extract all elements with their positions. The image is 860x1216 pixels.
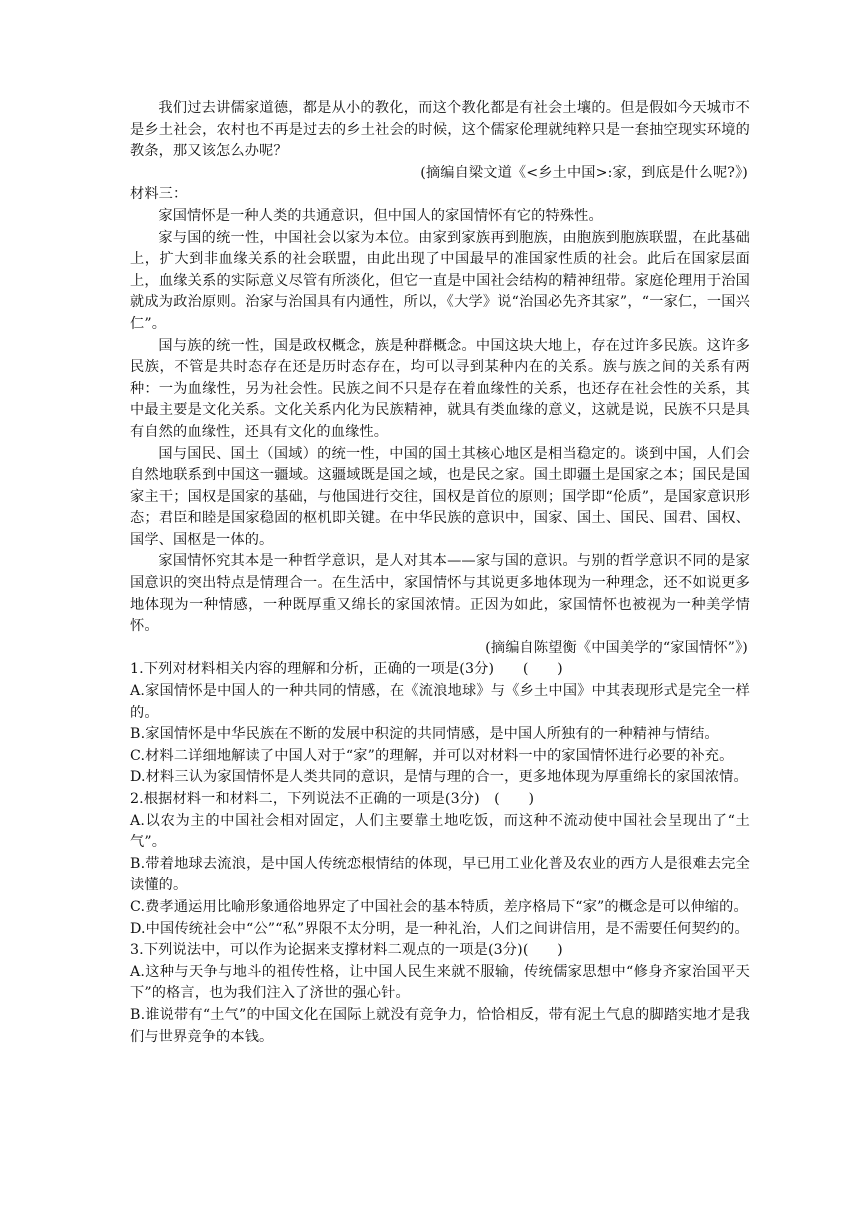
option-d: D.中国传统社会中“公”“私”界限不太分明，是一种礼治，人们之间讲信用，是不需要任何契约的。 <box>130 920 749 937</box>
material3-paragraph-3: 国与族的统一性，国是政权概念，族是种群概念。中国这块大地上，存在过许多民族。这许多民族，不管是共时态存在还是历时态存在，均可以寻到某种内在的关系。族与族之间的关系有两种：一为血缘性，另为社会性。民族之间不只是存在着血缘性的关系，也还存在社会性的关系，其中最主要是文化关系。文化关系内化为民族精神，就具有类血缘的意义，这就是说，民族不只是具有自然的血缘性，还具有文化的血缘性。 <box>130 337 750 440</box>
option-b: B.家国情怀是中华民族在不断的发展中积淀的共同情感，是中国人所独有的一种精神与情结。 <box>130 726 719 743</box>
option-a: A.以农为主的中国社会相对固定，人们主要靠土地吃饭，而这种不流动使中国社会呈现出了“土气”。 <box>130 812 750 851</box>
citation-material2: (摘编自梁文道《<乡土中国>:家，到底是什么呢?》) <box>420 164 748 181</box>
option-a: A.这种与天争与地斗的祖传性格，让中国人民生来就不服输，传统儒家思想中“修身齐家治国平天下”的格言，也为我们注入了济世的强心针。 <box>130 963 750 1002</box>
material3-paragraph-1: 家国情怀是一种人类的共通意识，但中国人的家国情怀有它的特殊性。 <box>158 207 603 224</box>
material2-tail-paragraph: 我们过去讲儒家道德，都是从小的教化，而这个教化都是有社会土壤的。但是假如今天城市不是乡土社会，农村也不再是过去的乡土社会的时候，这个儒家伦理就纯粹只是一套抽空现实环境的教条，那又该怎么办呢？ <box>130 100 750 160</box>
material3-paragraph-2: 家与国的统一性，中国社会以家为本位。由家到家族再到胞族，由胞族到胞族联盟，在此基础上，扩大到非血缘关系的社会联盟，由此出现了中国最早的准国家性质的社会。此后在国家层面上，血缘关系的实际意义尽管有所淡化，但它一直是中国社会结构的精神纽带。家庭伦理用于治国就成为政治原则。治家与治国具有内通性，所以，《大学》说“治国必先齐其家”，“一家仁，一国兴仁”。 <box>130 229 750 332</box>
option-c: C.材料二详细地解读了中国人对于“家”的理解，并可以对材料一中的家国情怀进行必要的补充。 <box>130 747 734 764</box>
option-b: B.谁说带有“土气”的中国文化在国际上就没有竞争力，恰恰相反，带有泥土气息的脚踏实地才是我们与世界竞争的本钱。 <box>130 1006 750 1045</box>
question-stem: 1.下列对材料相关内容的理解和分析，正确的一项是(3分) ( ) <box>130 661 563 678</box>
citation-material3: (摘编自陈望衡《中国美学的“家国情怀”》) <box>485 639 748 656</box>
question-stem: 3.下列说法中，可以作为论据来支撑材料二观点的一项是(3分)( ) <box>130 942 563 959</box>
question-1 <box>130 659 750 789</box>
material3-label: 材料三： <box>130 186 188 203</box>
question-stem: 2.根据材料一和材料二，下列说法不正确的一项是(3分) ( ) <box>130 791 535 807</box>
option-b: B.带着地球去流浪，是中国人传统恋根情结的体现，早已用工业化普及农业的西方人是很难去完全读懂的。 <box>130 855 750 894</box>
option-c: C.费孝通运用比喻形象通俗地界定了中国社会的基本特质，差序格局下“家”的概念是可以伸缩的。 <box>130 898 748 915</box>
material3-paragraph-4: 国与国民、国土（国域）的统一性，中国的国土其核心地区是相当稳定的。谈到中国，人们会自然地联系到中国这一疆域。这疆域既是国之域，也是民之家。国土即疆土是国家之本；国民是国家主干；国权是国家的基础，与他国进行交往，国权是首位的原则；国学即“伦质”，是国家意识形态；君臣和睦是国家稳固的枢机即关键。在中华民族的意识中，国家、国土、国民、国君、国权、国学、国枢是一体的。 <box>130 445 750 548</box>
option-a: A.家国情怀是中国人的一种共同的情感，在《流浪地球》与《乡土中国》中其表现形式是完全一样的。 <box>130 683 750 721</box>
question-3 <box>130 940 750 1048</box>
material3-paragraph-5: 家国情怀究其本是一种哲学意识，是人对其本——家与国的意识。与别的哲学意识不同的是家国意识的突出特点是情理合一。在生活中，家国情怀与其说更多地体现为一种理念，还不如说更多地体现为一种情感，一种既厚重又绵长的家国浓情。正因为如此，家国情怀也被视为一种美学情怀。 <box>130 553 750 635</box>
question-2 <box>130 789 750 940</box>
option-d: D.材料三认为家国情怀是人类共同的意识，是情与理的合一，更多地体现为厚重绵长的家国浓情。 <box>130 769 748 786</box>
